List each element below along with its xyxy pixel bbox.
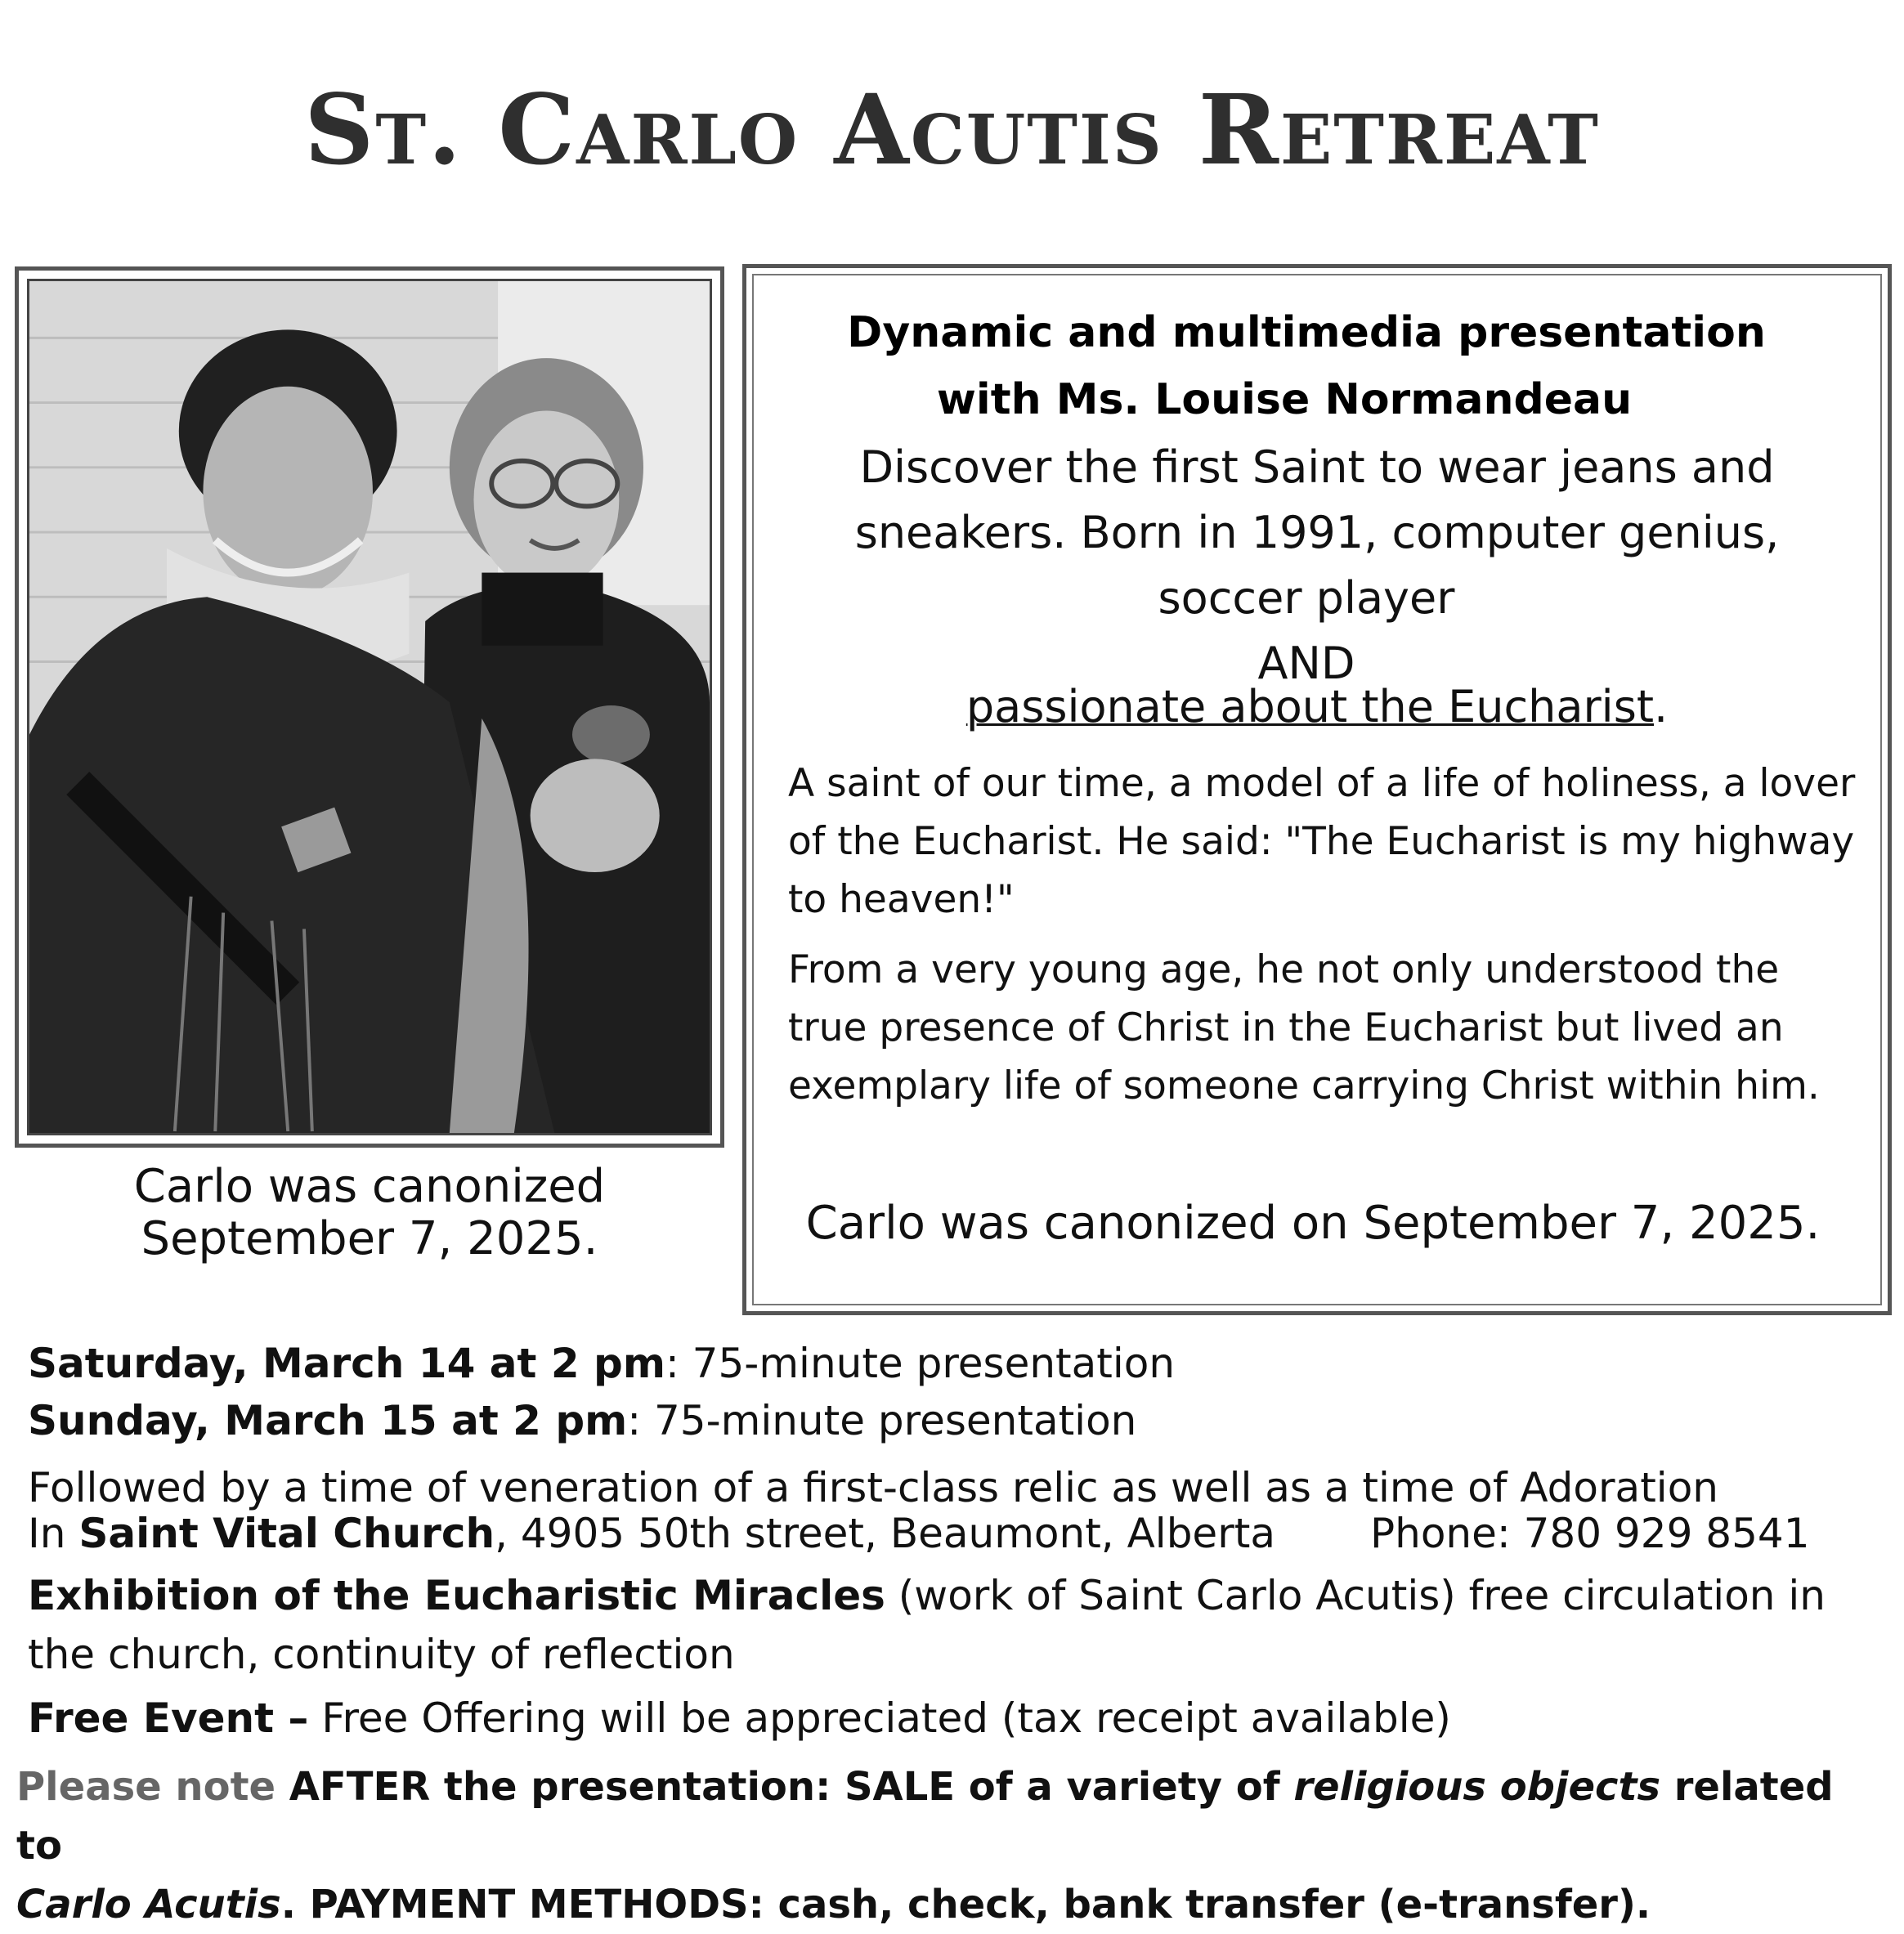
- photo-caption-line1: Carlo was canonized: [133, 1160, 606, 1213]
- location-line: [28, 1509, 1275, 1558]
- photo: [27, 279, 712, 1135]
- photo-caption-line2: September 7, 2025.: [141, 1212, 598, 1265]
- free-event-description: Free Offering will be appreciated (tax receipt available): [308, 1694, 1451, 1742]
- paragraph-young-age: From a very young age, he not only understood the true presence of Christ in the Eucharist but lived an exemplary life of someone carrying Christ within him.: [788, 947, 1820, 1108]
- description-box-inner: [752, 274, 1882, 1305]
- presentation-heading-line2: with Ms. Louise Normandeau: [936, 375, 1633, 424]
- veneration-note: Followed by a time of veneration of a first-class relic as well as a time of Adoration: [28, 1464, 1718, 1511]
- saturday-description: : 75-minute presentation: [665, 1340, 1176, 1387]
- free-event-line: [28, 1694, 1451, 1743]
- schedule-sunday: [28, 1396, 1136, 1445]
- sunday-datetime: Sunday, March 15 at 2 pm: [28, 1397, 628, 1444]
- carlo-acutis-text: Carlo Acutis: [16, 1882, 281, 1927]
- canonized-statement: Carlo was canonized on September 7, 2025.: [805, 1197, 1821, 1250]
- schedule-saturday: [28, 1339, 1175, 1388]
- eucharist-underlined-text: passionate about the Eucharist: [965, 681, 1654, 732]
- intro-line3: soccer player: [1158, 572, 1455, 624]
- intro-line4: AND: [1257, 638, 1355, 689]
- please-note-label: Please note: [16, 1764, 276, 1810]
- payment-methods-text: . PAYMENT METHODS: cash, check, bank transfer (e-transfer).: [280, 1882, 1651, 1927]
- sale-note-part2: related to: [16, 1764, 1834, 1869]
- saturday-datetime: Saturday, March 14 at 2 pm: [28, 1340, 665, 1387]
- exhibition-title: Exhibition of the Eucharistic Miracles: [28, 1572, 885, 1619]
- photo-caption: [15, 1161, 724, 1265]
- exhibition-line2: the church, continuity of reflection: [28, 1631, 735, 1678]
- free-event-label: Free Event –: [28, 1694, 309, 1742]
- description-box: [742, 264, 1892, 1315]
- photo-frame: [15, 266, 724, 1148]
- religious-objects-text: religious objects: [1293, 1764, 1661, 1810]
- portrait-image: [29, 281, 710, 1133]
- intro-line5-period: .: [1654, 681, 1669, 732]
- sale-note: [16, 1757, 1888, 1934]
- presentation-heading-line1: Dynamic and multimedia presentation: [847, 308, 1766, 357]
- location-prefix: In: [28, 1510, 79, 1557]
- church-address: , 4905 50th street, Beaumont, Alberta: [495, 1510, 1275, 1557]
- exhibition-description: (work of Saint Carlo Acutis) free circulation in: [885, 1572, 1826, 1619]
- intro-line5: [754, 683, 1880, 732]
- church-name: Saint Vital Church: [78, 1510, 495, 1557]
- phone-number: Phone: 780 929 8541: [1370, 1510, 1810, 1557]
- exhibition-line1: [28, 1571, 1826, 1620]
- sale-note-part1: AFTER the presentation: SALE of a variety of: [276, 1764, 1294, 1810]
- sunday-description: : 75-minute presentation: [627, 1397, 1137, 1444]
- page-title: St. Carlo Acutis Retreat: [304, 73, 1600, 186]
- paragraph-saint-of-our-time: A saint of our time, a model of a life of holiness, a lover of the Eucharist. He said: "The Eucharist is my highway to heaven!": [788, 761, 1856, 922]
- intro-line2: sneakers. Born in 1991, computer genius,: [854, 507, 1780, 558]
- intro-line1: Discover the first Saint to wear jeans and: [859, 441, 1775, 493]
